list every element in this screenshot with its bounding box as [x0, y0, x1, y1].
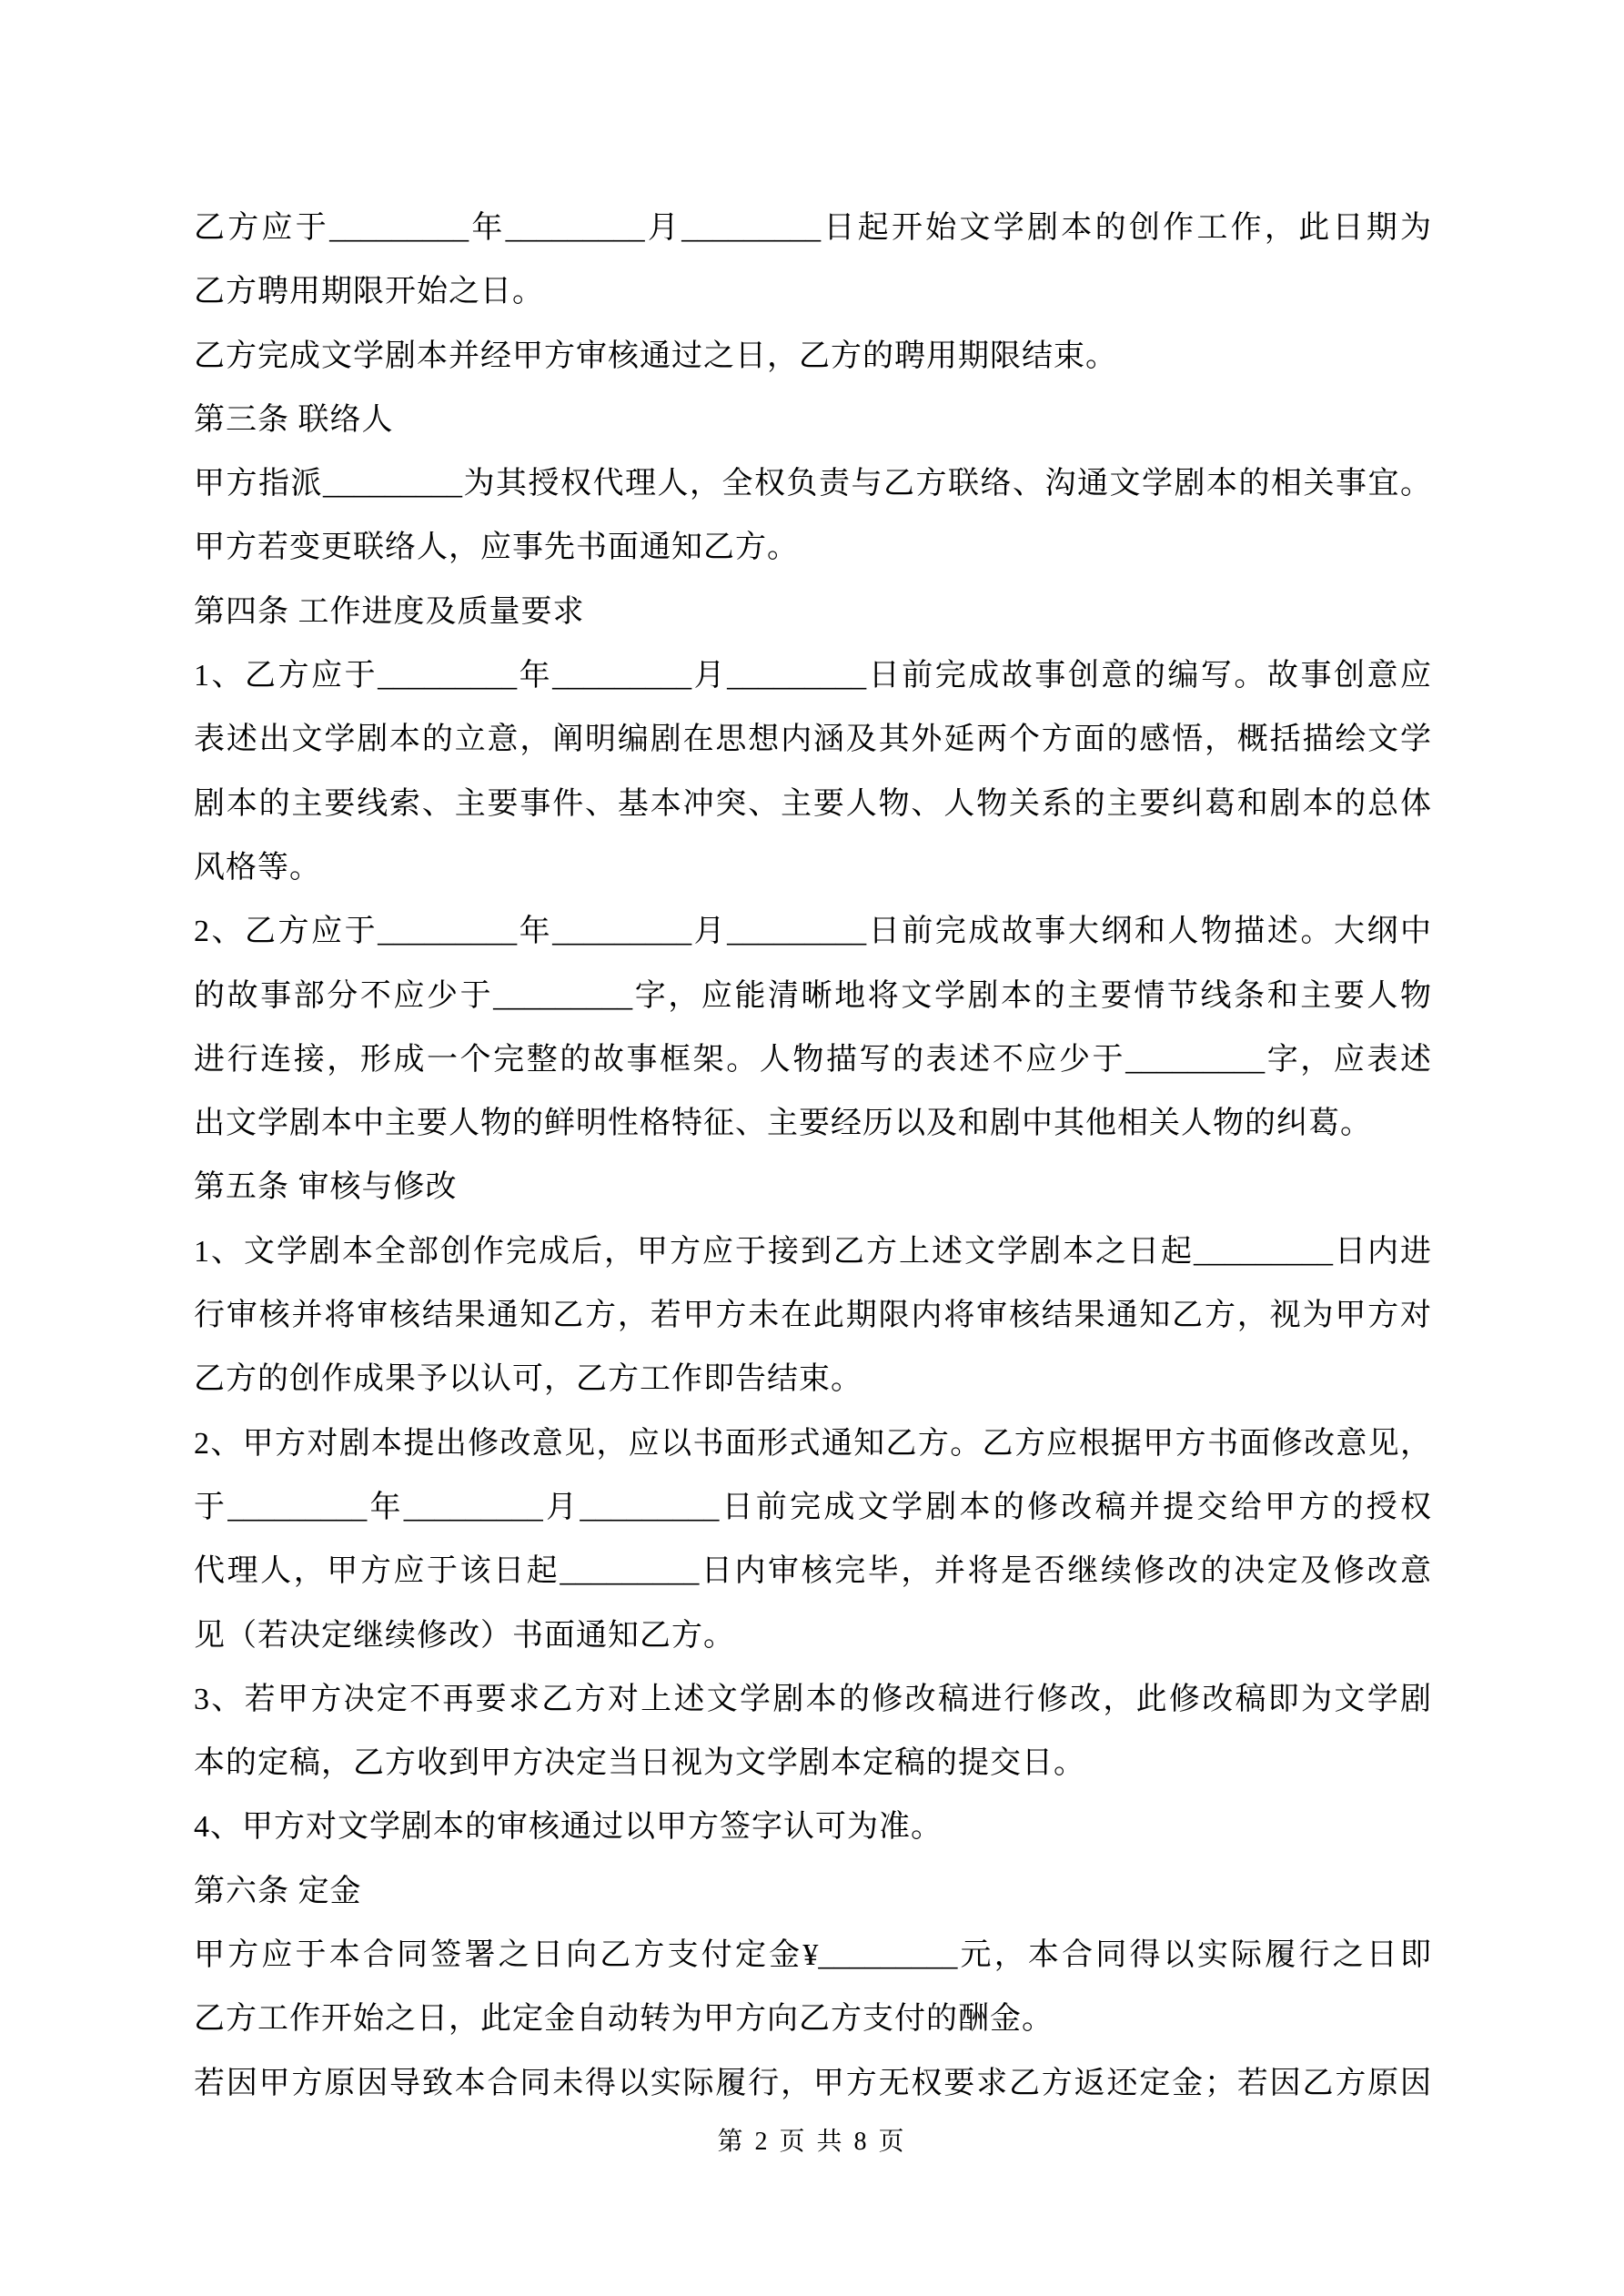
- page-number-footer: 第 2 页 共 8 页: [717, 2128, 907, 2156]
- contract-text-line: 出文学剧本中主要人物的鲜明性格特征、主要经历以及和剧中其他相关人物的纠葛。: [194, 1107, 1372, 1141]
- clause-heading: 第四条 工作进度及质量要求: [194, 594, 585, 629]
- contract-text-line: 乙方应于_________年_________月_________日起开始文学剧本的创作工作，此日期为: [194, 211, 1431, 245]
- contract-text-line: 代理人，甲方应于该日起_________日内审核完毕，并将是否继续修改的决定及修改意: [194, 1554, 1431, 1589]
- contract-body: [194, 197, 1431, 2116]
- contract-text-line: 甲方若变更联络人，应事先书面通知乙方。: [194, 531, 799, 565]
- contract-text-line: 见（若决定继续修改）书面通知乙方。: [194, 1618, 735, 1653]
- contract-text-line: 风格等。: [194, 850, 321, 885]
- contract-text-line: 剧本的主要线索、主要事件、基本冲突、主要人物、人物关系的主要纠葛和剧本的总体: [194, 786, 1431, 821]
- contract-text-line: 行审核并将审核结果通知乙方，若甲方未在此期限内将审核结果通知乙方，视为甲方对: [194, 1299, 1431, 1333]
- clause-heading: 第六条 定金: [194, 1874, 362, 1908]
- contract-text-line: 乙方的创作成果予以认可，乙方工作即告结束。: [194, 1362, 862, 1397]
- contract-text-line: 若因甲方原因导致本合同未得以实际履行，甲方无权要求乙方返还定金；若因乙方原因: [194, 2066, 1431, 2100]
- clause-heading: 第五条 审核与修改: [194, 1170, 458, 1205]
- contract-text-line: 乙方工作开始之日，此定金自动转为甲方向乙方支付的酬金。: [194, 2002, 1054, 2037]
- contract-text-line: 进行连接，形成一个完整的故事框架。人物描写的表述不应少于_________字，应表述: [194, 1042, 1431, 1077]
- clause-heading: 第三条 联络人: [194, 402, 394, 437]
- contract-text-line: 乙方聘用期限开始之日。: [194, 275, 544, 309]
- contract-text-line: 于_________年_________月_________日前完成文学剧本的修改稿并提交给甲方的授权: [194, 1490, 1431, 1524]
- contract-text-line: 乙方完成文学剧本并经甲方审核通过之日，乙方的聘用期限结束。: [194, 339, 1117, 373]
- contract-text-line: 2、甲方对剧本提出修改意见，应以书面形式通知乙方。乙方应根据甲方书面修改意见，: [194, 1426, 1431, 1461]
- contract-text-line: 本的定稿，乙方收到甲方决定当日视为文学剧本定稿的提交日。: [194, 1746, 1085, 1781]
- contract-text-line: 1、文学剧本全部创作完成后，甲方应于接到乙方上述文学剧本之日起_________日内进: [194, 1234, 1431, 1269]
- contract-text-line: 1、乙方应于_________年_________月_________日前完成故事创意的编写。故事创意应: [194, 659, 1431, 693]
- contract-text-line: 的故事部分不应少于_________字，应能清晰地将文学剧本的主要情节线条和主要人物: [194, 978, 1431, 1013]
- contract-text-line: 3、若甲方决定不再要求乙方对上述文学剧本的修改稿进行修改，此修改稿即为文学剧: [194, 1682, 1431, 1716]
- contract-text-line: 4、甲方对文学剧本的审核通过以甲方签字认可为准。: [194, 1810, 943, 1845]
- contract-text-line: 甲方指派_________为其授权代理人，全权负责与乙方联络、沟通文学剧本的相关事宜。: [194, 467, 1431, 501]
- contract-text-line: 2、乙方应于_________年_________月_________日前完成故事大纲和人物描述。大纲中: [194, 915, 1431, 949]
- contract-text-line: 表述出文学剧本的立意，阐明编剧在思想内涵及其外延两个方面的感悟，概括描绘文学: [194, 723, 1431, 757]
- contract-text-line: 甲方应于本合同签署之日向乙方支付定金¥_________元，本合同得以实际履行之日即: [194, 1938, 1431, 1973]
